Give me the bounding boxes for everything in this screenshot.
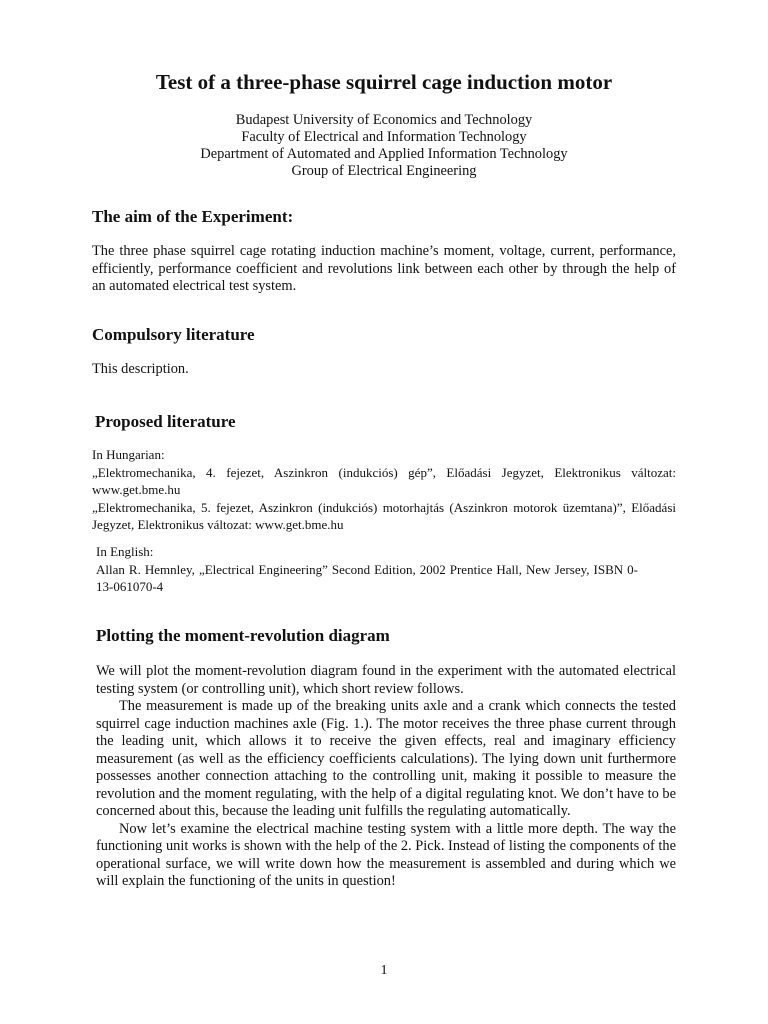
plotting-paragraph: The measurement is made up of the breaking units axle and a crank which connects the tested squirrel cage induction machines axle (Fig. 1.). The motor receives the three phase current through the leading unit, which allows it to receive the given effects, real and imaginary efficiency measurement (as well as the efficiency coefficients calculations). The lying down unit furthermore possesses another connection attaching to the controlling unit, making it possible to measure the revolution and the moment regulating, with the help of a digital regulating knot. We don’t have to be concerned about this, because the leading unit fulfills the regulating automatically. <box>96 698 676 819</box>
english-literature <box>96 543 638 596</box>
plotting-heading: Plotting the moment-revolution diagram <box>96 626 390 645</box>
english-reference: Allan R. Hemnley, „Electrical Engineering” Second Edition, 2002 Prentice Hall, New Jersey, ISBN 0-13-061070-4 <box>96 561 638 594</box>
page-number: 1 <box>380 963 388 978</box>
affiliation-university: Budapest University of Economics and Technology <box>235 112 533 128</box>
plotting-paragraph: We will plot the moment-revolution diagram found in the experiment with the automated electrical testing system (or controlling unit), which short review follows. <box>96 663 676 697</box>
affiliation-group: Group of Electrical Engineering <box>291 163 477 179</box>
hungarian-label: In Hungarian: <box>92 447 165 462</box>
aim-heading: The aim of the Experiment: <box>92 207 294 226</box>
hungarian-literature <box>92 446 676 534</box>
affiliation-faculty: Faculty of Electrical and Information Technology <box>241 129 527 145</box>
aim-paragraph: The three phase squirrel cage rotating induction machine’s moment, voltage, current, performance, efficiently, performance coefficient and revolutions link between each other by through the help of an automated electrical test system. <box>92 243 676 294</box>
page-title: Test of a three-phase squirrel cage induction motor <box>155 70 613 94</box>
plotting-paragraph: Now let’s examine the electrical machine testing system with a little more depth. The way the functioning unit works is shown with the help of the 2. Pick. Instead of listing the components of the operational surface, we will write down how the measurement is assembled and during which we will explain the functioning of the units in question! <box>96 820 676 889</box>
hungarian-reference: „Elektromechanika, 4. fejezet, Aszinkron (indukciós) gép”, Előadási Jegyzet, Elektronikus változat: www.get.bme.hu <box>92 464 676 497</box>
plotting-body <box>96 663 676 891</box>
compulsory-literature-text: This description. <box>92 361 189 377</box>
english-label: In English: <box>96 544 154 559</box>
compulsory-literature-heading: Compulsory literature <box>92 325 255 344</box>
proposed-literature-heading: Proposed literature <box>95 412 236 431</box>
affiliation-department: Department of Automated and Applied Information Technology <box>200 146 568 162</box>
hungarian-reference: „Elektromechanika, 5. fejezet, Aszinkron (indukciós) motorhajtás (Aszinkron motorok üzemtana)”, Előadási Jegyzet, Elektronikus változat: www.get.bme.hu <box>92 499 676 532</box>
affiliation-block <box>0 112 768 180</box>
